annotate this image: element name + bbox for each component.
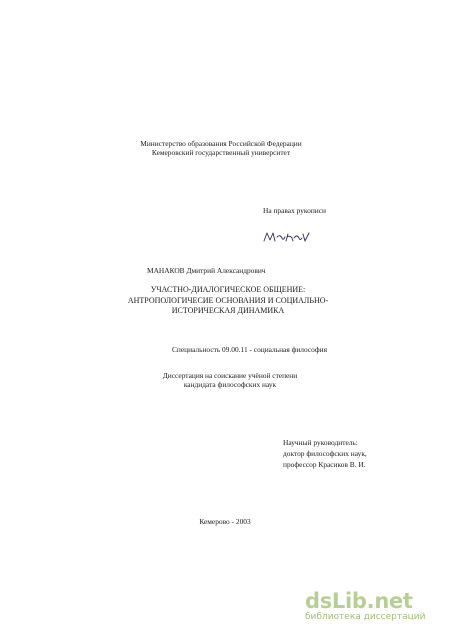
watermark-subtitle: библиотека диссертаций xyxy=(305,612,426,622)
handwritten-signature xyxy=(262,229,314,250)
degree-statement xyxy=(0,371,450,389)
dissertation-title xyxy=(0,285,450,317)
title-line-1: УЧАСТНО-ДИАЛОГИЧЕСКОЕ ОБЩЕНИЕ: xyxy=(150,285,306,294)
institution-header xyxy=(0,139,450,157)
title-line-2: АНТРОПОЛОГИЧЕСИЕ ОСНОВАНИЯ И СОЦИАЛЬНО- xyxy=(127,295,329,305)
author-name: МАНАКОВ Дмитрий Александрович xyxy=(147,266,266,275)
watermark-brand: dsLib.net xyxy=(305,589,413,613)
city-year: Кемерово - 2003 xyxy=(199,517,251,526)
supervisor-line-2: доктор философских наук, xyxy=(283,449,367,458)
degree-line-2: кандидата философских наук xyxy=(183,380,277,389)
dslib-watermark[interactable] xyxy=(305,590,445,623)
supervisor-line-1: Научный руководитель: xyxy=(283,438,358,447)
supervisor-line-3: профессор Красиков В. И. xyxy=(283,460,366,469)
title-line-3: ИСТОРИЧЕСКАЯ ДИНАМИКА xyxy=(171,306,285,315)
specialty: Специальность 09.00.11 - социальная философия xyxy=(172,345,327,354)
university-name: Кемеровский государственный университет xyxy=(151,148,291,157)
ministry-name: Министерство образования Российской Федерации xyxy=(140,139,302,148)
degree-line-1: Диссертация на соискание учёной степени xyxy=(162,371,298,380)
supervisor-block xyxy=(283,437,367,470)
rights-note: На правах рукописи xyxy=(263,206,326,215)
